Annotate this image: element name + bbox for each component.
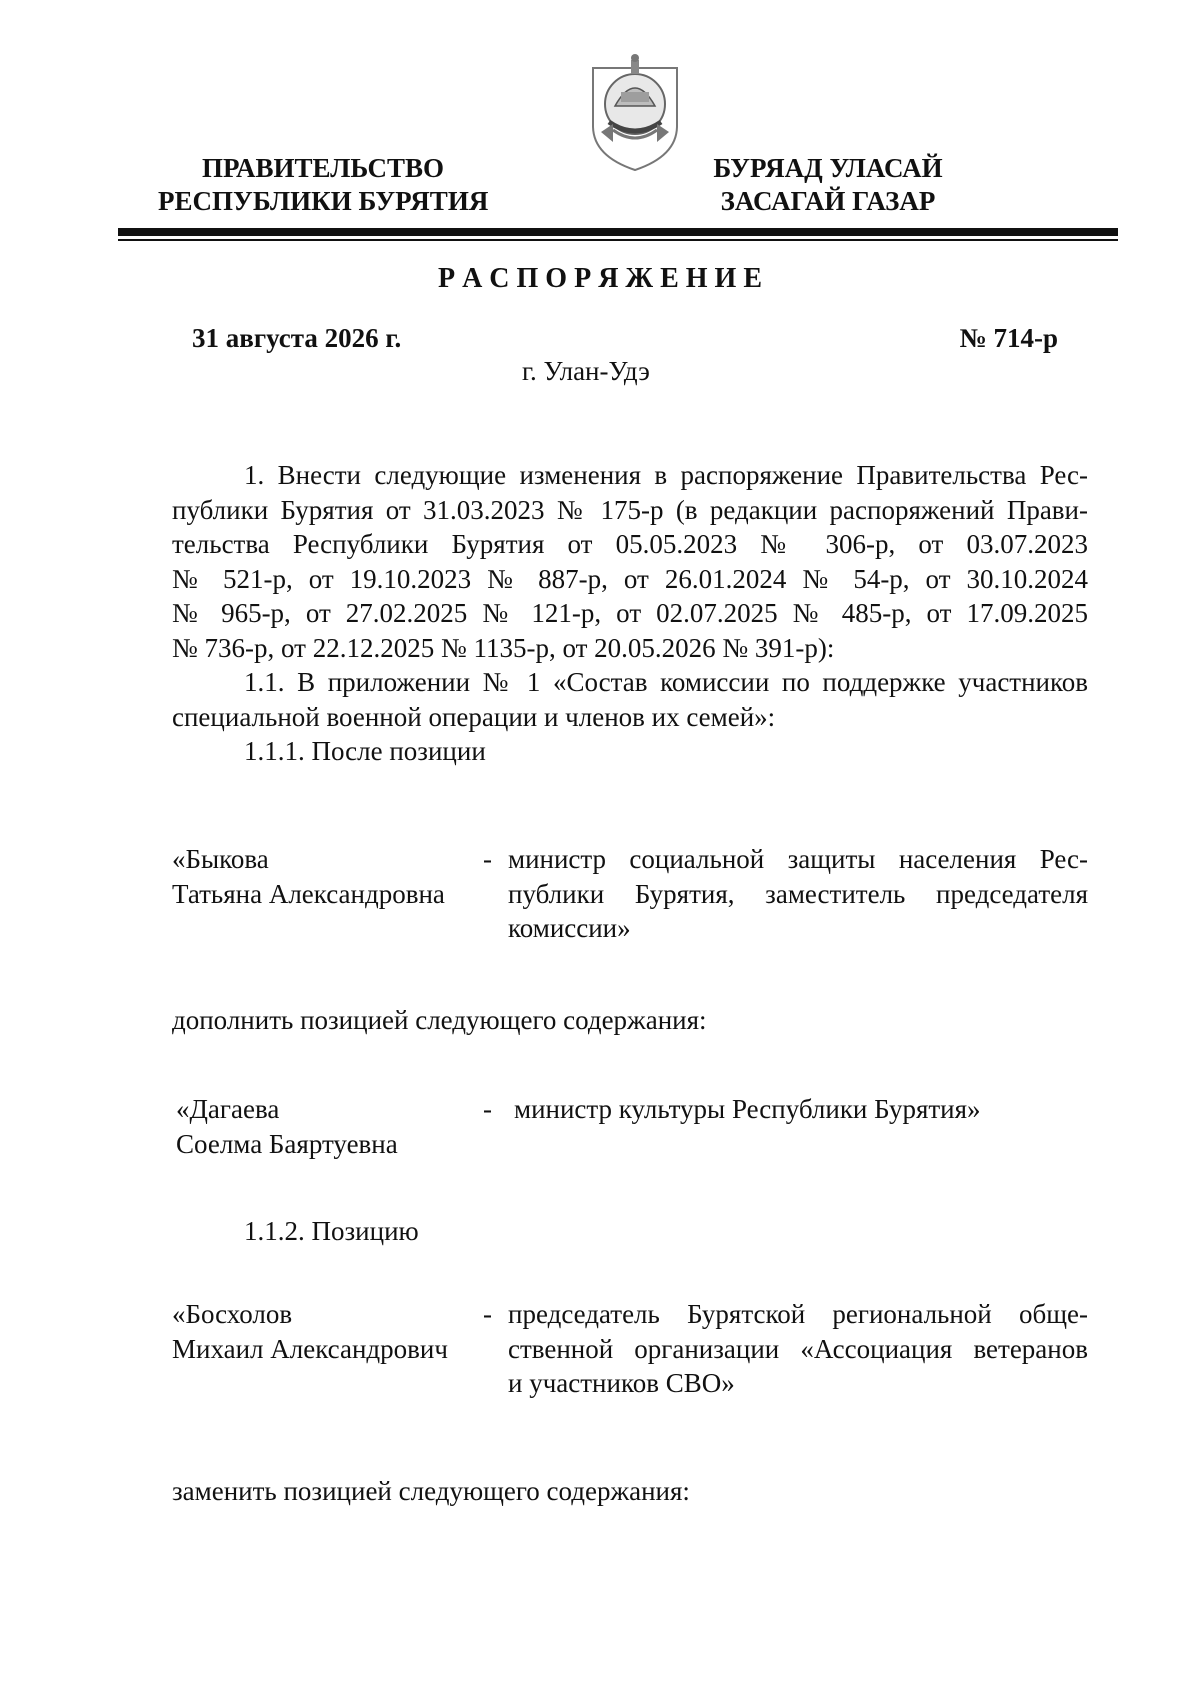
coat-of-arms-emblem-icon bbox=[583, 48, 687, 174]
entry-2-given-name: Соелма Баяртуевна bbox=[176, 1128, 398, 1159]
paragraph-1-1 bbox=[172, 665, 1088, 734]
paragraph-1 bbox=[172, 458, 1088, 665]
paragraph-1-1-2: 1.1.2. Позицию bbox=[244, 1216, 419, 1246]
entry-1-description-line: комиссии» bbox=[508, 913, 631, 943]
entry-3-description-line: председатель Бурятской региональной обще- bbox=[508, 1299, 1088, 1329]
entry-3-description-line: ственной организации «Ассоциация ветеранов bbox=[508, 1333, 1088, 1364]
document-type: Р А С П О Р Я Ж Е Н И Е bbox=[437, 263, 763, 294]
government-title-ru-line2: РЕСПУБЛИКИ БУРЯТИЯ bbox=[158, 186, 489, 216]
document-number: № 714-р bbox=[959, 323, 1058, 353]
government-title-bua bbox=[698, 152, 958, 218]
paragraph-1-1-1: 1.1.1. После позиции bbox=[244, 736, 486, 766]
document-date: 31 августа 2026 г. bbox=[192, 323, 402, 353]
entry-3-surname: «Босхолов bbox=[172, 1299, 293, 1329]
paragraph-1-1-line: специальной военной операции и членов их семей»: bbox=[172, 701, 776, 732]
paragraph-1-line: № 521-р, от 19.10.2023 № 887-р, от 26.01.2024 № 54-р, от 30.10.2024 bbox=[172, 563, 1088, 594]
paragraph-1-line: 1. Внести следующие изменения в распоряжение Правительства Рес- bbox=[244, 460, 1088, 490]
entry-1-name bbox=[172, 842, 445, 911]
entry-3-description bbox=[508, 1297, 1088, 1401]
header-divider-thick bbox=[118, 228, 1118, 236]
paragraph-1-line: № 965-р, от 27.02.2025 № 121-р, от 02.07.2025 № 485-р, от 17.09.2025 bbox=[172, 598, 1088, 628]
entry-3-dash: - bbox=[483, 1299, 492, 1329]
entry-3-description-line: и участников СВО» bbox=[508, 1368, 735, 1398]
entry-3-given-name: Михаил Александрович bbox=[172, 1333, 448, 1364]
add-position-text: дополнить позицией следующего содержания: bbox=[172, 1005, 707, 1035]
entry-1-description-line: министр социальной защиты населения Рес- bbox=[508, 844, 1088, 874]
entry-2-name bbox=[176, 1092, 398, 1161]
paragraph-1-1-line: 1.1. В приложении № 1 «Состав комиссии по поддержке участников bbox=[244, 667, 1088, 697]
document-city: г. Улан-Удэ bbox=[522, 356, 650, 386]
entry-2-description: министр культуры Республики Бурятия» bbox=[514, 1094, 981, 1124]
entry-1-dash: - bbox=[483, 844, 492, 874]
paragraph-1-line: публики Бурятия от 31.03.2023 № 175-р (в редакции распоряжений Прави- bbox=[172, 494, 1088, 525]
entry-1-description bbox=[508, 842, 1088, 946]
entry-2-surname: «Дагаева bbox=[176, 1094, 280, 1124]
government-title-ru bbox=[158, 152, 488, 218]
paragraph-1-line: № 736-р, от 22.12.2025 № 1135-р, от 20.05.2026 № 391-р): bbox=[172, 632, 835, 663]
government-title-ru-line1: ПРАВИТЕЛЬСТВО bbox=[201, 153, 445, 183]
entry-1-surname: «Быкова bbox=[172, 844, 269, 874]
entry-3-name bbox=[172, 1297, 448, 1366]
entry-1-description-line: публики Бурятия, заместитель председателя bbox=[508, 878, 1088, 909]
entry-2-dash: - bbox=[483, 1094, 492, 1124]
entry-1-given-name: Татьяна Александровна bbox=[172, 878, 445, 909]
government-title-bua-line2: ЗАСАГАЙ ГАЗАР bbox=[720, 186, 936, 216]
replace-position-text: заменить позицией следующего содержания: bbox=[172, 1476, 690, 1506]
government-title-bua-line1: БУРЯАД УЛАСАЙ bbox=[713, 153, 943, 183]
header-divider-thin bbox=[118, 239, 1118, 241]
paragraph-1-line: тельства Республики Бурятия от 05.05.2023 № 306-р, от 03.07.2023 bbox=[172, 529, 1088, 559]
